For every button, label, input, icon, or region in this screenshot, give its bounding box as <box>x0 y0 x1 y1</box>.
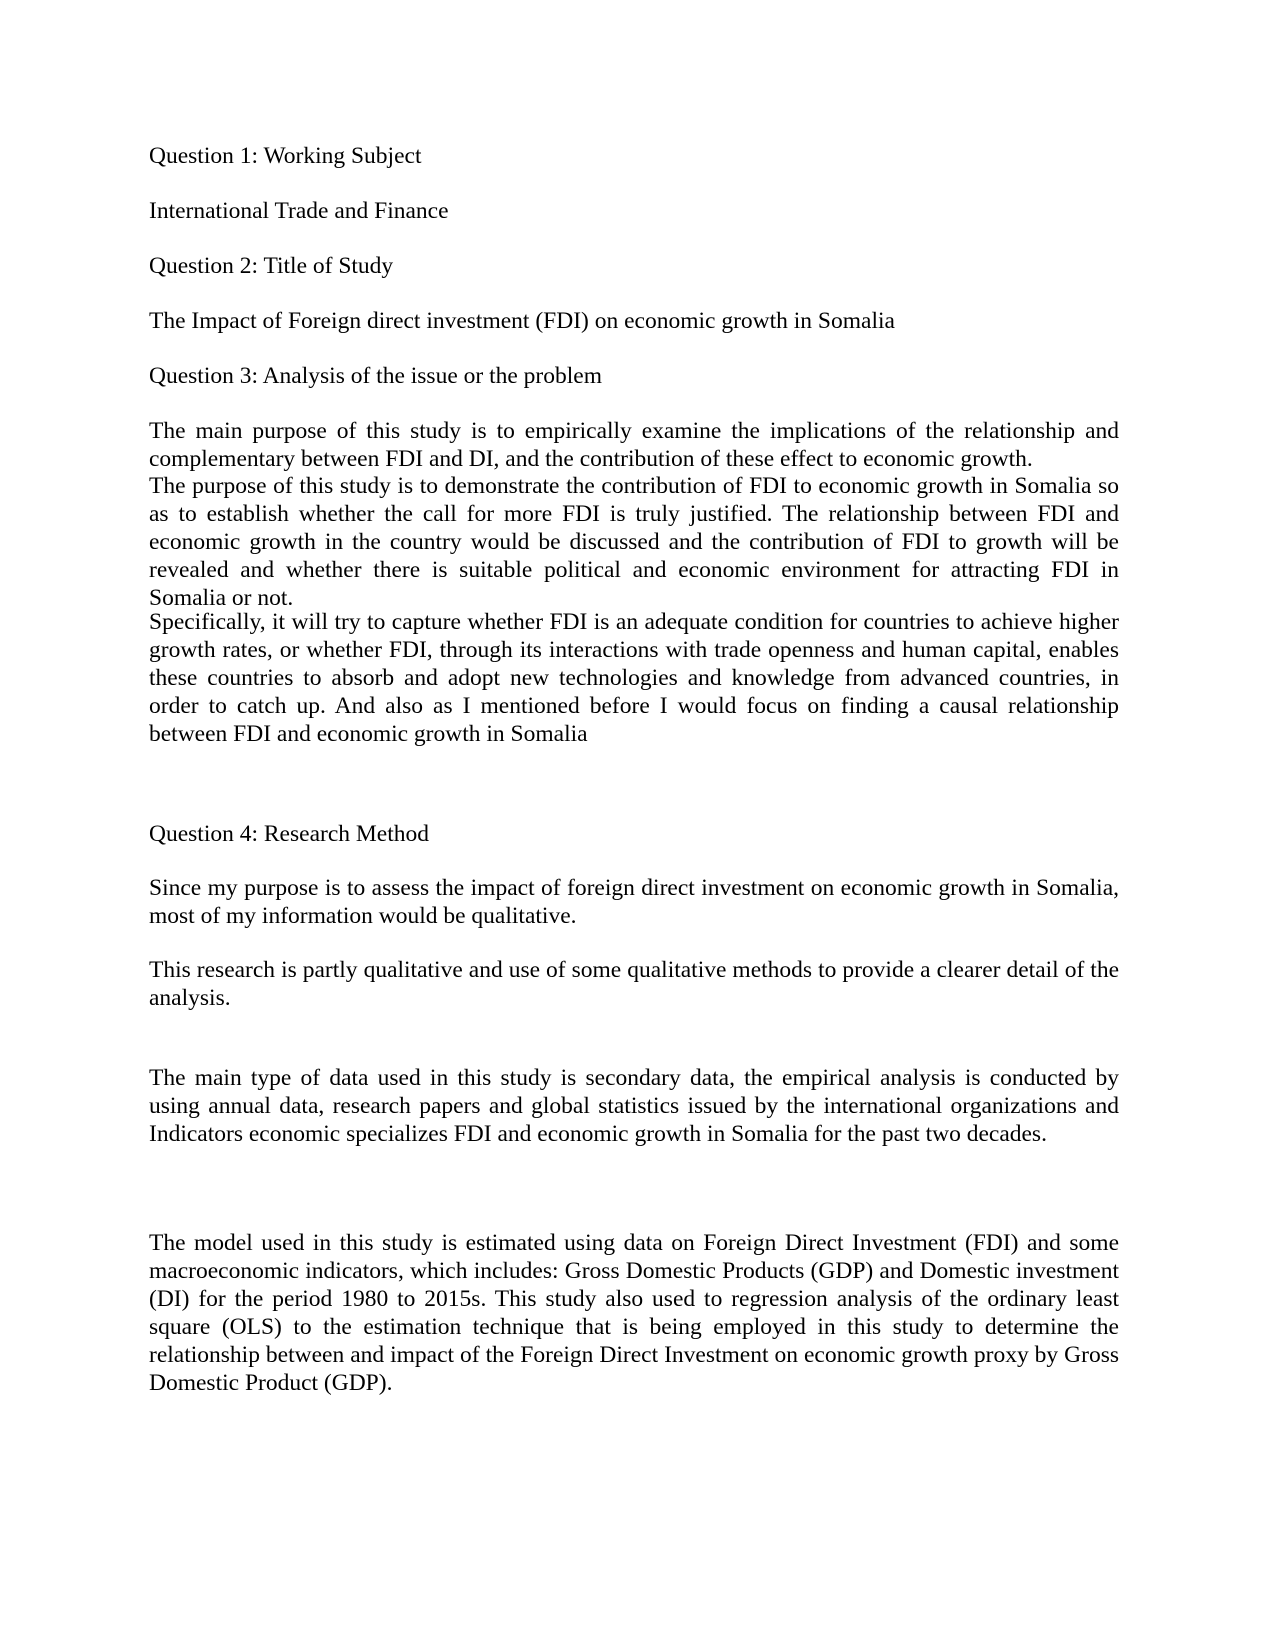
question-3-heading: Question 3: Analysis of the issue or the problem <box>149 363 602 389</box>
question-4-paragraph-2: This research is partly qualitative and use of some qualitative methods to provide a clearer detail of the analysis. <box>149 957 1119 1011</box>
question-4-paragraph-1: Since my purpose is to assess the impact of foreign direct investment on economic growth in Somalia, most of my information would be qualitative. <box>149 875 1119 929</box>
question-2-answer: The Impact of Foreign direct investment (FDI) on economic growth in Somalia <box>149 308 895 334</box>
question-4-heading: Question 4: Research Method <box>149 821 429 847</box>
question-4-paragraph-4: The model used in this study is estimated using data on Foreign Direct Investment (FDI) and some macroeconomic indicators, which includes: Gross Domestic Products (GDP) and Domestic investment (DI) for the period 1980 to 2015s. This study also used to regression analysis of the ordinary least square (OLS) to the estimation technique that is being employed in this study to determine the relationship between and impact of the Foreign Direct Investment on economic growth proxy by Gross Domestic Product (GDP). <box>149 1230 1119 1396</box>
question-3-paragraph-3: Specifically, it will try to capture whether FDI is an adequate condition for countries to achieve higher growth rates, or whether FDI, through its interactions with trade openness and human capital, enables these countries to absorb and adopt new technologies and knowledge from advanced countries, in order to catch up. And also as I mentioned before I would focus on finding a causal relationship between FDI and economic growth in Somalia <box>149 609 1119 747</box>
question-3-paragraph-2: The purpose of this study is to demonstrate the contribution of FDI to economic growth in Somalia so as to establish whether the call for more FDI is truly justified. The relationship between FDI and economic growth in the country would be discussed and the contribution of FDI to growth will be revealed and whether there is suitable political and economic environment for attracting FDI in Somalia or not. <box>149 473 1119 611</box>
question-1-answer: International Trade and Finance <box>149 198 449 224</box>
question-4-paragraph-3: The main type of data used in this study is secondary data, the empirical analysis is conducted by using annual data, research papers and global statistics issued by the international organizations and Indicators economic specializes FDI and economic growth in Somalia for the past two decades. <box>149 1065 1119 1147</box>
question-1-heading: Question 1: Working Subject <box>149 143 422 169</box>
question-2-heading: Question 2: Title of Study <box>149 253 394 279</box>
question-3-paragraph-1: The main purpose of this study is to empirically examine the implications of the relationship and complementary between FDI and DI, and the contribution of these effect to economic growth. <box>149 418 1119 472</box>
